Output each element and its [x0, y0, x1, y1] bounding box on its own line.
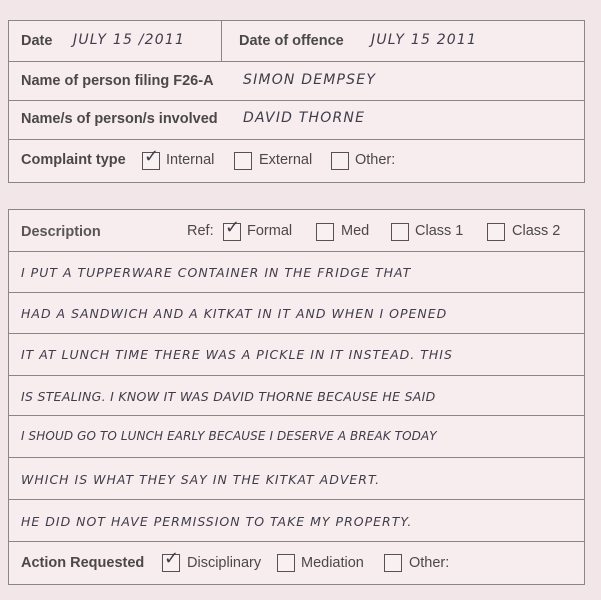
- filer-value[interactable]: SIMON DEMPSEY: [243, 72, 377, 88]
- formal-option-label: Formal: [247, 223, 293, 239]
- check-icon: ✓: [225, 217, 241, 238]
- disciplinary-option-label: Disciplinary: [187, 555, 262, 571]
- description-panel: [8, 209, 585, 585]
- description-line: [9, 500, 584, 542]
- description-text[interactable]: I PUT A TUPPERWARE CONTAINER IN THE FRIDGE THAT: [21, 265, 412, 280]
- description-text[interactable]: HAD A SANDWICH AND A KITKAT IN IT AND WHEN I OPENED: [21, 306, 448, 321]
- description-text[interactable]: HE DID NOT HAVE PERMISSION TO TAKE MY PROPERTY.: [21, 514, 413, 529]
- check-icon: ✓: [164, 548, 180, 569]
- class-2-option-label: Class 2: [512, 223, 561, 239]
- offence-date-label: Date of offence: [239, 33, 344, 49]
- description-line: [9, 458, 584, 500]
- formal-checkbox[interactable]: [223, 217, 241, 241]
- mediation-checkbox[interactable]: [277, 554, 295, 572]
- med-option-label: Med: [341, 223, 370, 239]
- other-complaint-option-label: Other:: [355, 152, 396, 168]
- offence-date-value[interactable]: JULY 15 2011: [371, 32, 478, 48]
- involved-value[interactable]: DAVID THORNE: [243, 110, 366, 126]
- action-requested-row: [9, 542, 584, 584]
- class-2-checkbox[interactable]: [487, 223, 505, 241]
- date-label: Date: [21, 33, 53, 49]
- complaint-type-label: Complaint type: [21, 152, 126, 168]
- description-text[interactable]: I SHOUD GO TO LUNCH EARLY BECAUSE I DESERVE A BREAK TODAY: [21, 429, 437, 443]
- internal-option-label: Internal: [166, 152, 215, 168]
- internal-checkbox[interactable]: [142, 146, 160, 170]
- filer-label: Name of person filing F26-A: [21, 73, 214, 89]
- filer-row: [9, 62, 584, 101]
- other-action-option-label: Other:: [409, 555, 450, 571]
- class-1-option-label: Class 1: [415, 223, 464, 239]
- description-text[interactable]: IS STEALING. I KNOW IT WAS DAVID THORNE BECAUSE HE SAID: [21, 389, 436, 404]
- other-complaint-checkbox[interactable]: [331, 152, 349, 170]
- external-option-label: External: [259, 152, 313, 168]
- ref-label: Ref:: [187, 223, 214, 239]
- description-label: Description: [21, 224, 101, 240]
- description-line: [9, 252, 584, 293]
- date-value[interactable]: JULY 15 /2011: [73, 32, 186, 48]
- class-1-checkbox[interactable]: [391, 223, 409, 241]
- description-line: [9, 334, 584, 376]
- external-checkbox[interactable]: [234, 152, 252, 170]
- involved-label: Name/s of person/s involved: [21, 111, 218, 127]
- mediation-option-label: Mediation: [301, 555, 364, 571]
- complaint-type-row: [9, 140, 584, 183]
- disciplinary-checkbox[interactable]: [162, 548, 180, 572]
- description-text[interactable]: WHICH IS WHAT THEY SAY IN THE KITKAT ADVERT.: [21, 472, 381, 487]
- description-line: [9, 293, 584, 334]
- description-line: [9, 376, 584, 416]
- description-line: [9, 416, 584, 458]
- description-header-row: [9, 210, 584, 252]
- involved-row: [9, 101, 584, 140]
- check-icon: ✓: [144, 146, 160, 167]
- description-text[interactable]: IT AT LUNCH TIME THERE WAS A PICKLE IN IT INSTEAD. THIS: [21, 347, 453, 362]
- date-row: [9, 21, 584, 62]
- med-checkbox[interactable]: [316, 223, 334, 241]
- complaint-header-panel: [8, 20, 585, 183]
- date-divider: [221, 21, 222, 61]
- action-requested-label: Action Requested: [21, 555, 145, 571]
- other-action-checkbox[interactable]: [384, 554, 402, 572]
